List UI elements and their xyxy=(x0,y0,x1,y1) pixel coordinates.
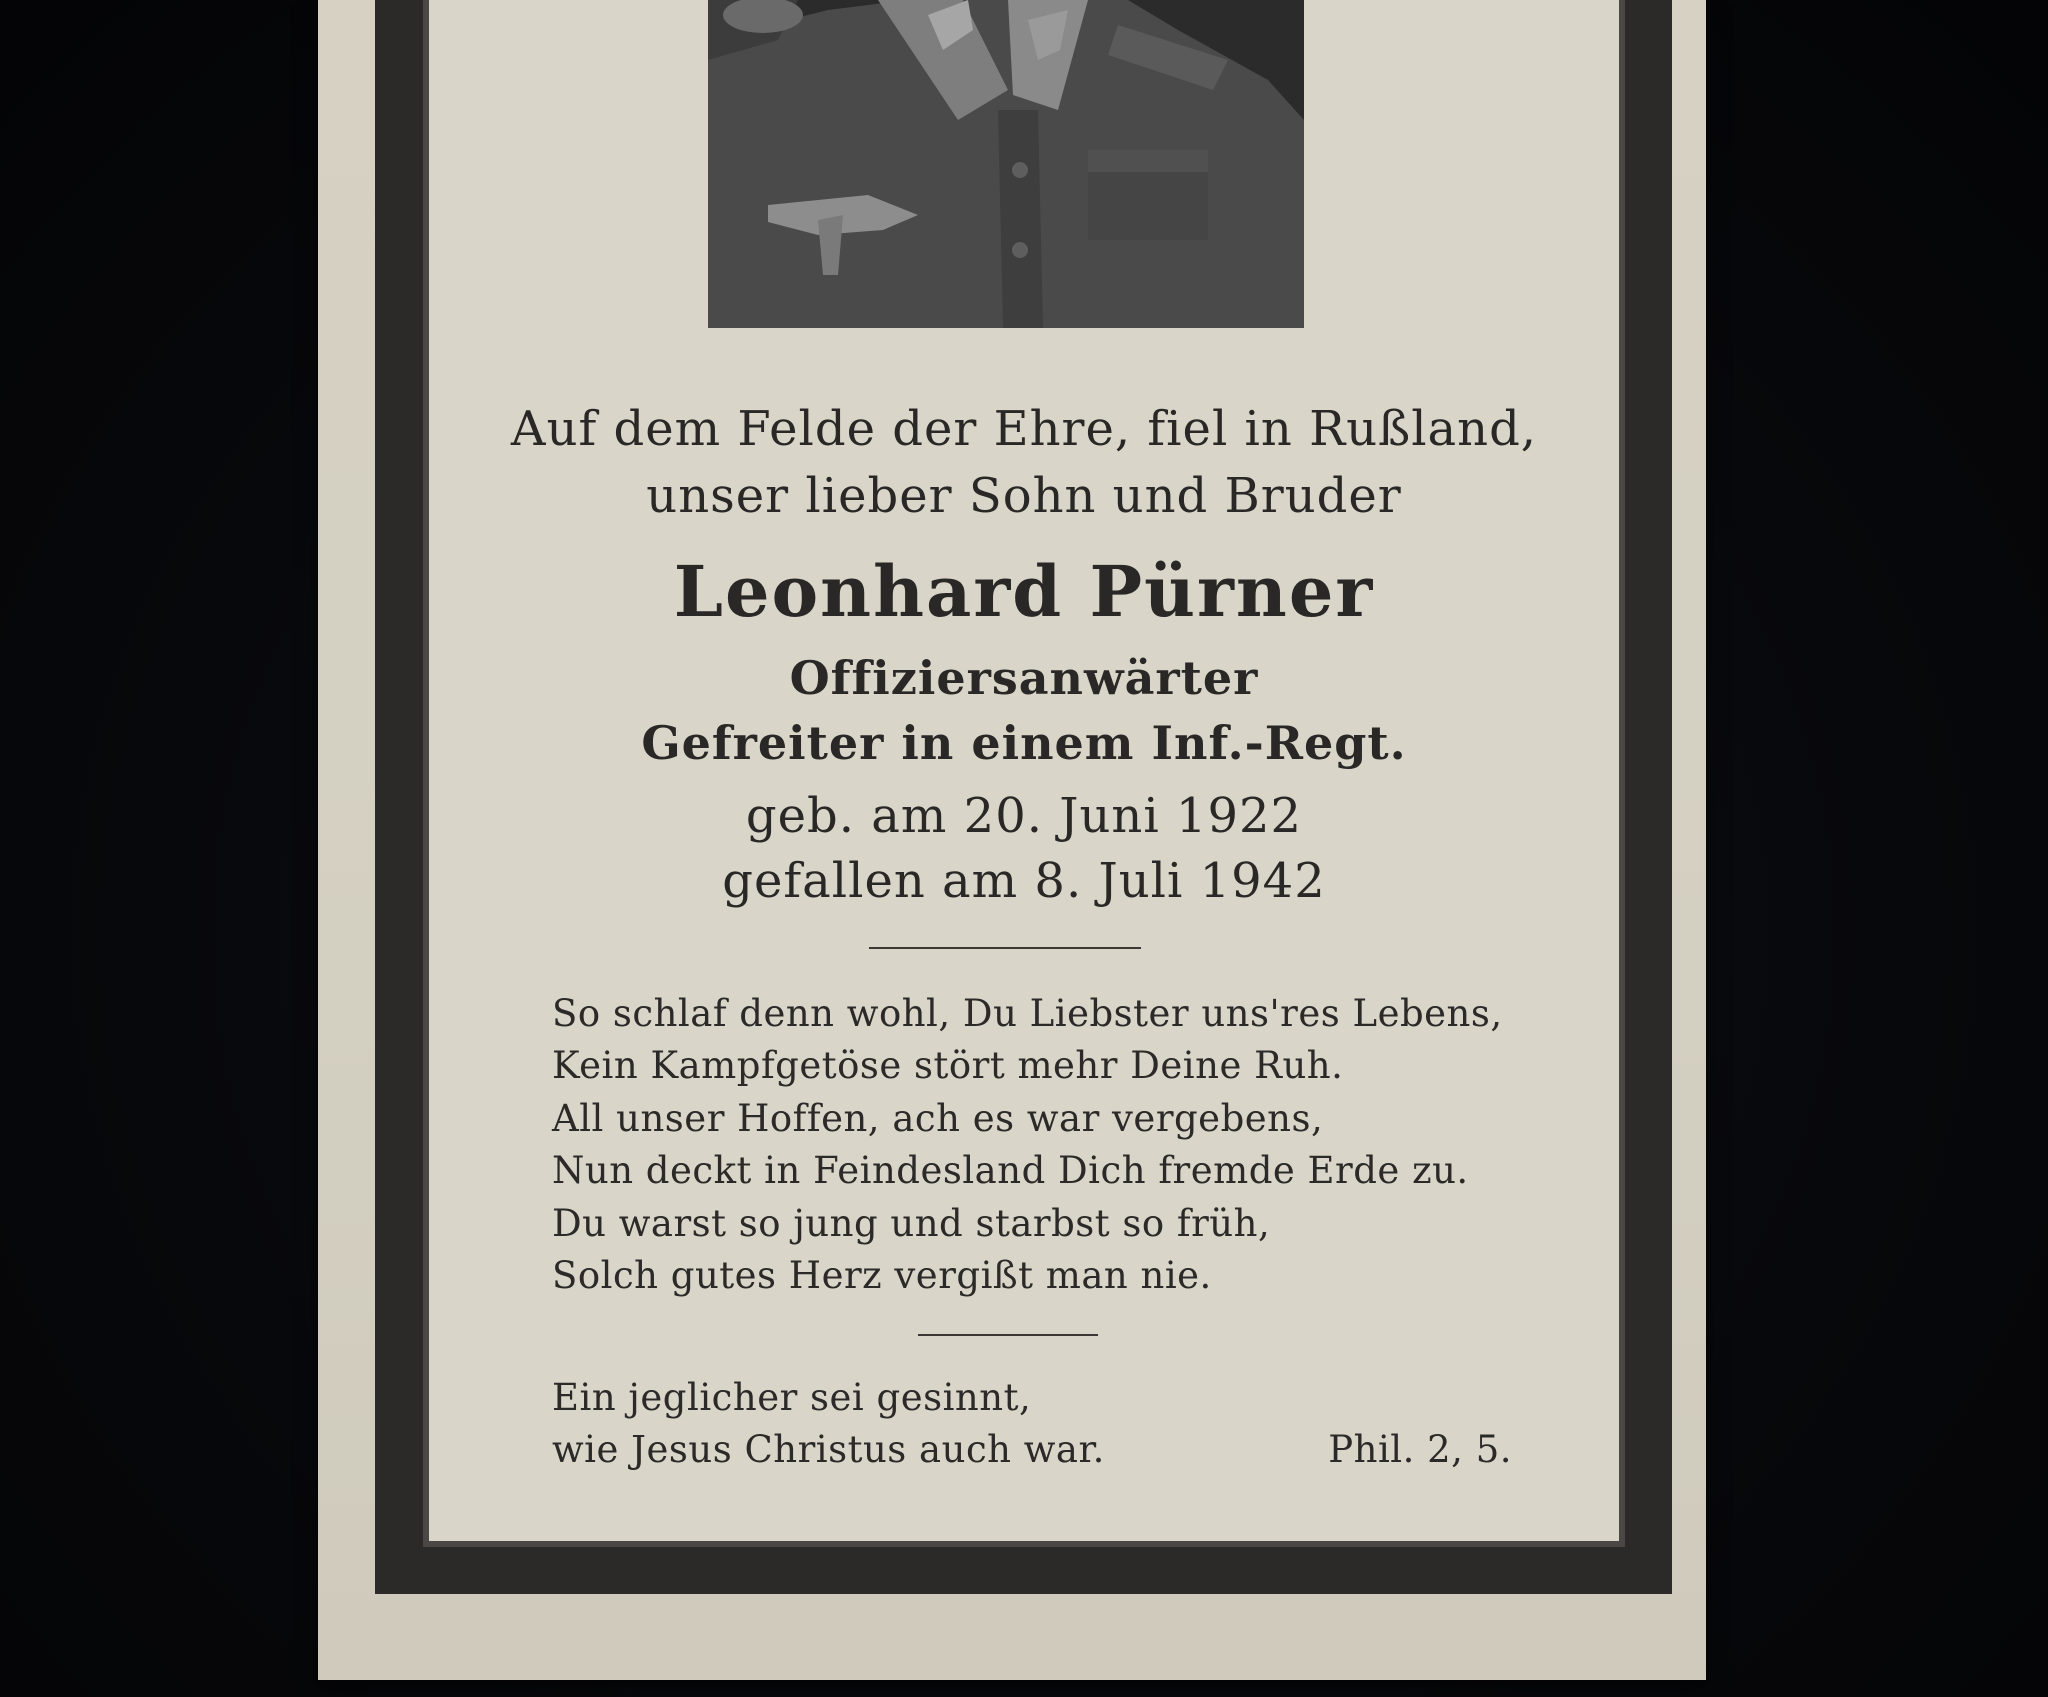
verse-line-2: wie Jesus Christus auch war. xyxy=(552,1428,1105,1471)
poem-line-6: Solch gutes Herz vergißt man nie. xyxy=(552,1254,1212,1297)
death-date: gefallen am 8. Juli 1942 xyxy=(722,853,1326,909)
verse-line-1: Ein jeglicher sei gesinnt, xyxy=(552,1376,1032,1419)
deceased-name: Leonhard Pürner xyxy=(673,550,1375,633)
poem-line-4: Nun deckt in Feindesland Dich fremde Erde zu. xyxy=(552,1149,1469,1192)
verse-reference: Phil. 2, 5. xyxy=(1328,1428,1512,1471)
intro-line-1: Auf dem Felde der Ehre, fiel in Rußland, xyxy=(510,401,1538,457)
intro-line-2: unser lieber Sohn und Bruder xyxy=(646,468,1402,524)
poem-line-3: All unser Hoffen, ach es war vergebens, xyxy=(552,1097,1324,1140)
birth-date: geb. am 20. Juni 1922 xyxy=(745,788,1303,844)
bible-verse xyxy=(552,0,1512,1500)
poem-line-2: Kein Kampfgetöse stört mehr Deine Ruh. xyxy=(552,1044,1344,1087)
rank-title: Offiziersanwärter xyxy=(789,651,1259,705)
unit-title: Gefreiter in einem Inf.-Regt. xyxy=(641,716,1407,770)
poem-line-5: Du warst so jung und starbst so früh, xyxy=(552,1202,1271,1245)
poem-line-1: So schlaf denn wohl, Du Liebster uns'res Lebens, xyxy=(552,992,1503,1035)
